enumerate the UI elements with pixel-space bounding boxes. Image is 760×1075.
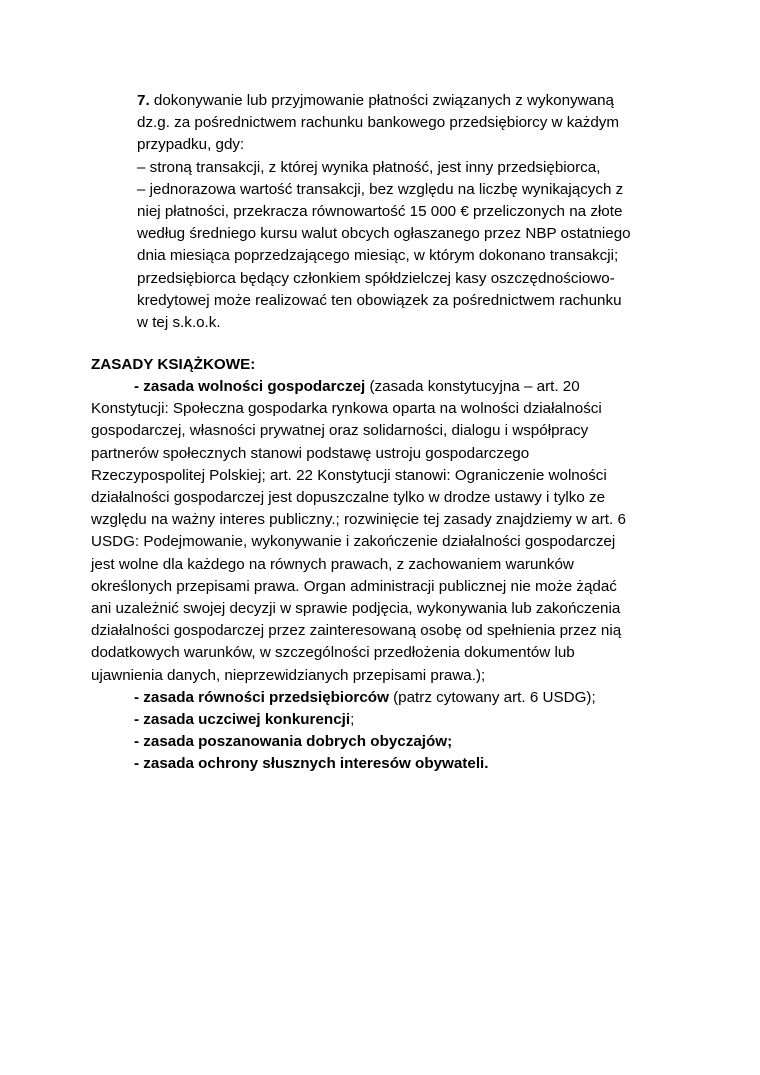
freedom-principle-line: Rzeczypospolitej Polskiej; art. 22 Konstytucji stanowi: Ograniczenie wolności — [91, 466, 607, 484]
citizens-principle-line: - zasada ochrony słusznych interesów obywateli. — [134, 755, 489, 773]
freedom-principle-line: dodatkowych warunków, w szczególności przedłożenia dokumentów lub — [91, 644, 575, 662]
point-7-line — [137, 90, 631, 112]
point-7-line: dnia miesiąca poprzedzającego miesiąc, w którym dokonano transakcji; — [137, 247, 619, 265]
competition-principle-label: - zasada uczciwej konkurencji — [134, 711, 351, 729]
freedom-principle-line: partnerów społecznych stanowi podstawę ustroju gospodarczego — [91, 444, 530, 462]
freedom-principle-line — [91, 376, 626, 398]
freedom-principle-line: określonych przepisami prawa. Organ administracji publicznej nie może żądać — [91, 577, 617, 595]
freedom-principle-line: ani uzależnić swojej decyzji w sprawie podjęcia, wykonywania lub zakończenia — [91, 600, 621, 618]
freedom-principle-line: działalności gospodarczej przez zainteresowaną osobę od spełnienia przez nią — [91, 622, 622, 640]
point-7-line: według średniego kursu walut obcych ogłaszanego przez NBP ostatniego — [137, 225, 631, 243]
equality-principle-label: - zasada równości przedsiębiorców — [134, 688, 389, 706]
competition-principle-line — [91, 709, 626, 731]
freedom-principle-line: względu na ważny interes publiczny.; rozwinięcie tej zasady znajdziemy w art. 6 — [91, 511, 626, 529]
point-7-paragraph — [137, 90, 631, 334]
freedom-principle-line: USDG: Podejmowanie, wykonywanie i zakończenie działalności gospodarczej — [91, 533, 616, 551]
freedom-principle-line: ujawnienia danych, nieprzewidzianych przepisami prawa.); — [91, 666, 486, 684]
point-7-number: 7. — [137, 92, 150, 109]
point-7-text: dokonywanie lub przyjmowanie płatności związanych z wykonywaną — [149, 92, 614, 109]
point-7-line: – jednorazowa wartość transakcji, bez względu na liczbę wynikających z — [137, 180, 624, 198]
point-7-line: niej płatności, przekracza równowartość 15 000 € przeliczonych na złote — [137, 203, 623, 221]
equality-principle-line — [91, 687, 626, 709]
point-7-line: w tej s.k.o.k. — [137, 314, 221, 332]
freedom-principle-line: działalności gospodarczej jest dopuszczalne tylko w drodze ustawy i tylko ze — [91, 489, 606, 507]
principles-heading: ZASADY KSIĄŻKOWE: — [91, 356, 256, 373]
competition-principle-text: ; — [350, 711, 355, 729]
point-7-line: – stroną transakcji, z której wynika płatność, jest inny przedsiębiorca, — [137, 158, 601, 176]
point-7-line: przypadku, gdy: — [137, 136, 245, 154]
customs-principle-line: - zasada poszanowania dobrych obyczajów; — [134, 733, 453, 751]
equality-principle-text: (patrz cytowany art. 6 USDG); — [388, 688, 596, 706]
point-7-line: dz.g. za pośrednictwem rachunku bankowego przedsiębiorcy w każdym — [137, 114, 620, 132]
freedom-principle-text: (zasada konstytucyjna – art. 20 — [365, 378, 580, 395]
point-7-line: kredytowej może realizować ten obowiązek za pośrednictwem rachunku — [137, 291, 622, 309]
freedom-principle-line: gospodarczej, własności prywatnej oraz solidarności, dialogu i współpracy — [91, 422, 589, 440]
principles-list — [91, 376, 626, 776]
freedom-principle-line: Konstytucji: Społeczna gospodarka rynkowa oparta na wolności działalności — [91, 400, 602, 418]
freedom-principle-line: jest wolne dla każdego na równych prawach, z zachowaniem warunków — [91, 555, 574, 573]
freedom-principle-label: - zasada wolności gospodarczej — [134, 378, 366, 395]
point-7-line: przedsiębiorca będący członkiem spółdzielczej kasy oszczędnościowo- — [137, 269, 615, 287]
